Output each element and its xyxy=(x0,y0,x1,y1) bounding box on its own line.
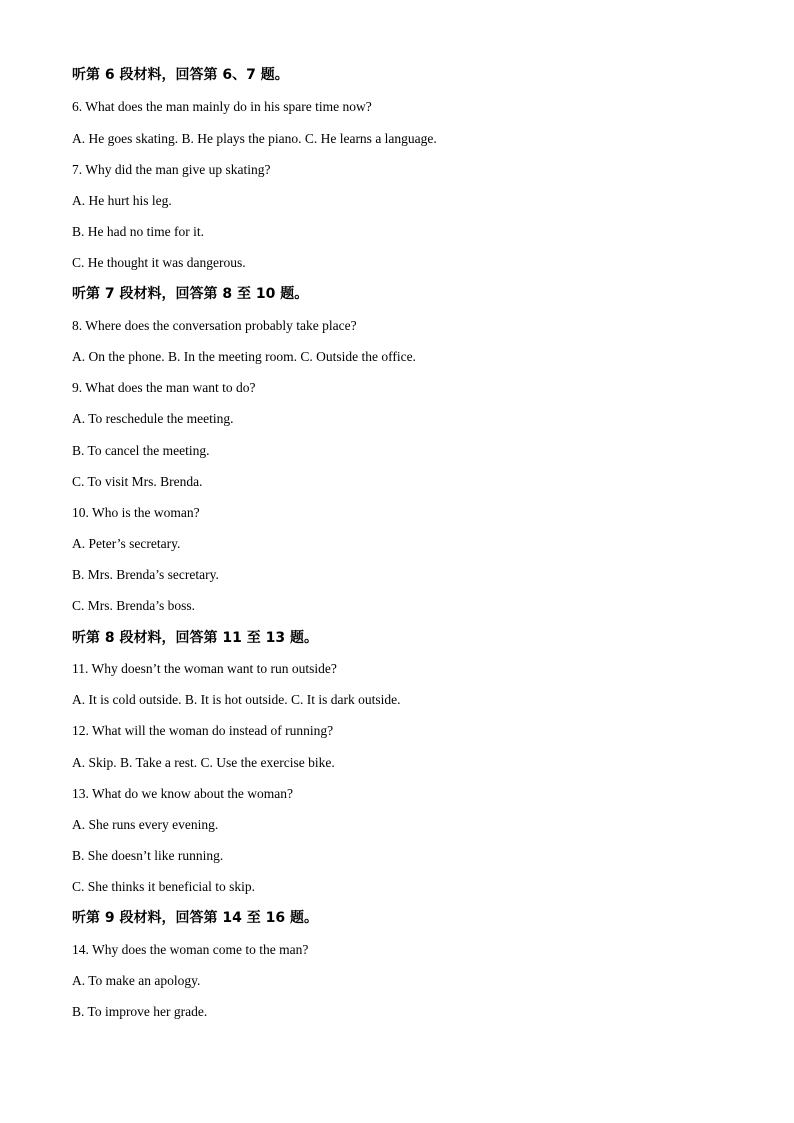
answer-option: C. Mrs. Brenda’s boss. xyxy=(72,598,196,613)
answer-option: B. Mrs. Brenda’s secretary. xyxy=(72,567,219,582)
question-stem: 9. What does the man want to do? xyxy=(72,380,256,395)
answer-option: C. She thinks it beneficial to skip. xyxy=(72,879,255,894)
question-stem: 6. What does the man mainly do in his spare time now? xyxy=(72,99,372,114)
answer-option: A. She runs every evening. xyxy=(72,817,219,832)
question-stem: 12. What will the woman do instead of running? xyxy=(72,723,334,738)
answer-option: A. He hurt his leg. xyxy=(72,193,172,208)
answer-option: A. Peter’s secretary. xyxy=(72,536,181,551)
question-stem: 13. What do we know about the woman? xyxy=(72,786,293,801)
question-stem: 10. Who is the woman? xyxy=(72,505,200,520)
section-heading: 听第 9 段材料，回答第 14 至 16 题。 xyxy=(72,910,318,926)
question-stem: 14. Why does the woman come to the man? xyxy=(72,942,309,957)
answer-option: B. To improve her grade. xyxy=(72,1004,208,1019)
answer-option: B. To cancel the meeting. xyxy=(72,443,210,458)
answer-option: B. She doesn’t like running. xyxy=(72,848,224,863)
answer-options: A. Skip. B. Take a rest. C. Use the exercise bike. xyxy=(72,755,335,770)
question-stem: 7. Why did the man give up skating? xyxy=(72,162,271,177)
answer-option: A. To make an apology. xyxy=(72,973,201,988)
answer-option: A. To reschedule the meeting. xyxy=(72,411,234,426)
section-heading: 听第 6 段材料，回答第 6、7 题。 xyxy=(72,67,289,83)
answer-option: C. He thought it was dangerous. xyxy=(72,255,246,270)
answer-options: A. On the phone. B. In the meeting room. C. Outside the office. xyxy=(72,349,416,364)
section-heading: 听第 7 段材料，回答第 8 至 10 题。 xyxy=(72,286,309,302)
answer-options: A. It is cold outside. B. It is hot outside. C. It is dark outside. xyxy=(72,692,401,707)
question-stem: 8. Where does the conversation probably take place? xyxy=(72,318,357,333)
answer-option: C. To visit Mrs. Brenda. xyxy=(72,474,203,489)
answer-options: A. He goes skating. B. He plays the piano. C. He learns a language. xyxy=(72,131,437,146)
question-stem: 11. Why doesn’t the woman want to run outside? xyxy=(72,661,337,676)
answer-option: B. He had no time for it. xyxy=(72,224,204,239)
section-heading: 听第 8 段材料，回答第 11 至 13 题。 xyxy=(72,630,318,646)
